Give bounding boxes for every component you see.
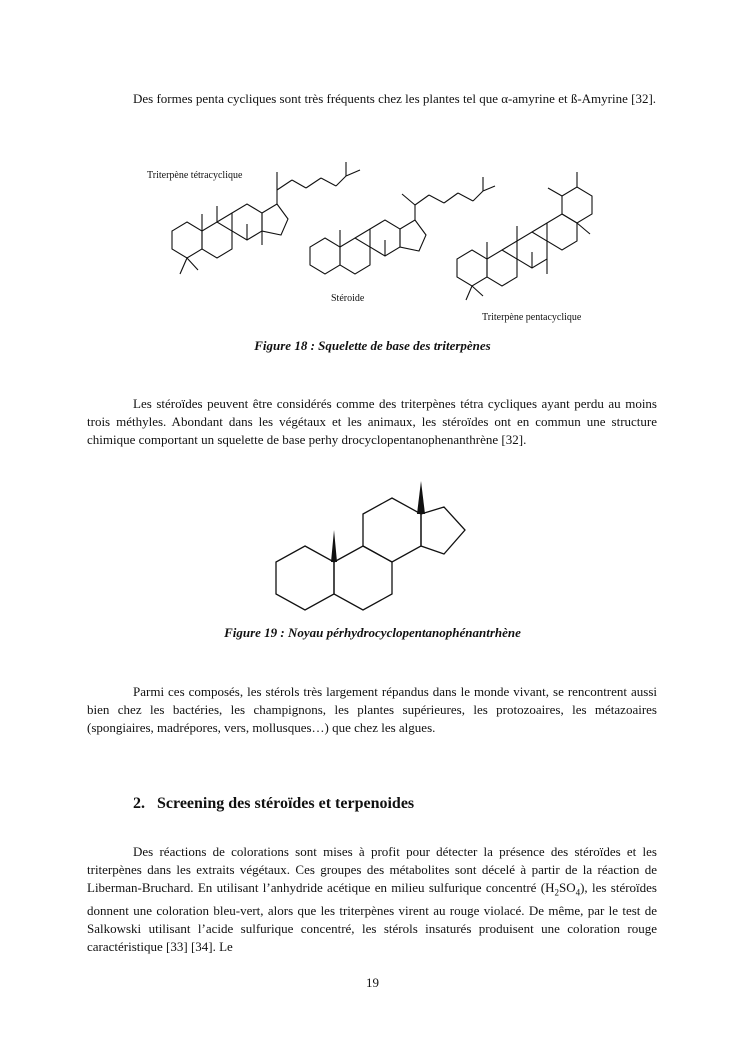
paragraph-sterols	[87, 683, 657, 737]
paragraph-screening-text-a: Des réactions de colorations sont mises à profit pour détecter la présence des stéroïdes et les triterpènes dans les extraits végétaux. Ces groupes des métabolites sont décelé à partir de la réaction de Liberman-Bruchard. En utilisant l’anhydride acétique en milieu sulfurique concentré (H	[87, 844, 657, 895]
methyl-wedge-2	[417, 481, 425, 514]
label-triterpene-tetracyclique: Triterpène tétracyclique	[147, 170, 243, 181]
paragraph-screening-text-b: SO	[558, 880, 576, 895]
subscript-2: 2	[554, 887, 559, 898]
subscript-4: 4	[575, 887, 581, 898]
paragraph-pentacyclic-text: Des formes penta cycliques sont très fréquents chez les plantes tel que α-amyrine et ß-Amyrine [32].	[133, 91, 657, 106]
figure-19-cyclopentanophenanthrene	[260, 475, 480, 615]
label-triterpene-pentacyclique: Triterpène pentacyclique	[482, 312, 582, 323]
section-heading	[133, 795, 414, 813]
paragraph-steroids	[87, 395, 657, 449]
pentacyclic-triterpene-structure	[457, 172, 592, 300]
figure-19-caption: Figure 19 : Noyau pérhydrocyclopentanophénantrhène	[224, 625, 521, 640]
paragraph-sterols-text: Parmi ces composés, les stérols très largement répandus dans le monde vivant, se rencontrent aussi bien chez les bactéries, les champignons, les plantes supérieures, les protozoaires, les métazoaires (spongiaires, madrépores, vers, mollusques…) que chez les algues.	[87, 684, 657, 735]
methyl-wedge-1	[331, 530, 337, 562]
paragraph-screening	[87, 843, 657, 956]
label-steroide: Stéroide	[331, 293, 365, 304]
steroid-structure	[310, 177, 495, 274]
paragraph-steroids-text: Les stéroïdes peuvent être considérés comme des triterpènes tétra cycliques ayant perdu au moins trois méthyles. Abondant dans les végétaux et les animaux, les stéroïdes ont en commun une structure chimique comportant un squelette de base perhy drocyclopentanophenanthrène [32].	[87, 396, 657, 447]
section-title: Screening des stéroïdes et terpenoides	[157, 795, 415, 812]
figure-18-caption: Figure 18 : Squelette de base des triterpènes	[254, 338, 491, 353]
paragraph-screening-text-c: ), les stéroïdes donnent une coloration bleu-vert, alors que les triterpènes virent au rouge violacé. De même, par le test de Salkowski utilisant l’acide sulfurique concentré, les stérols insaturés produisent une coloration rouge caractéristique [33] [34]. Le	[87, 880, 657, 954]
page-number: 19	[366, 975, 379, 990]
section-number: 2.	[133, 795, 145, 812]
paragraph-pentacyclic	[87, 90, 657, 108]
